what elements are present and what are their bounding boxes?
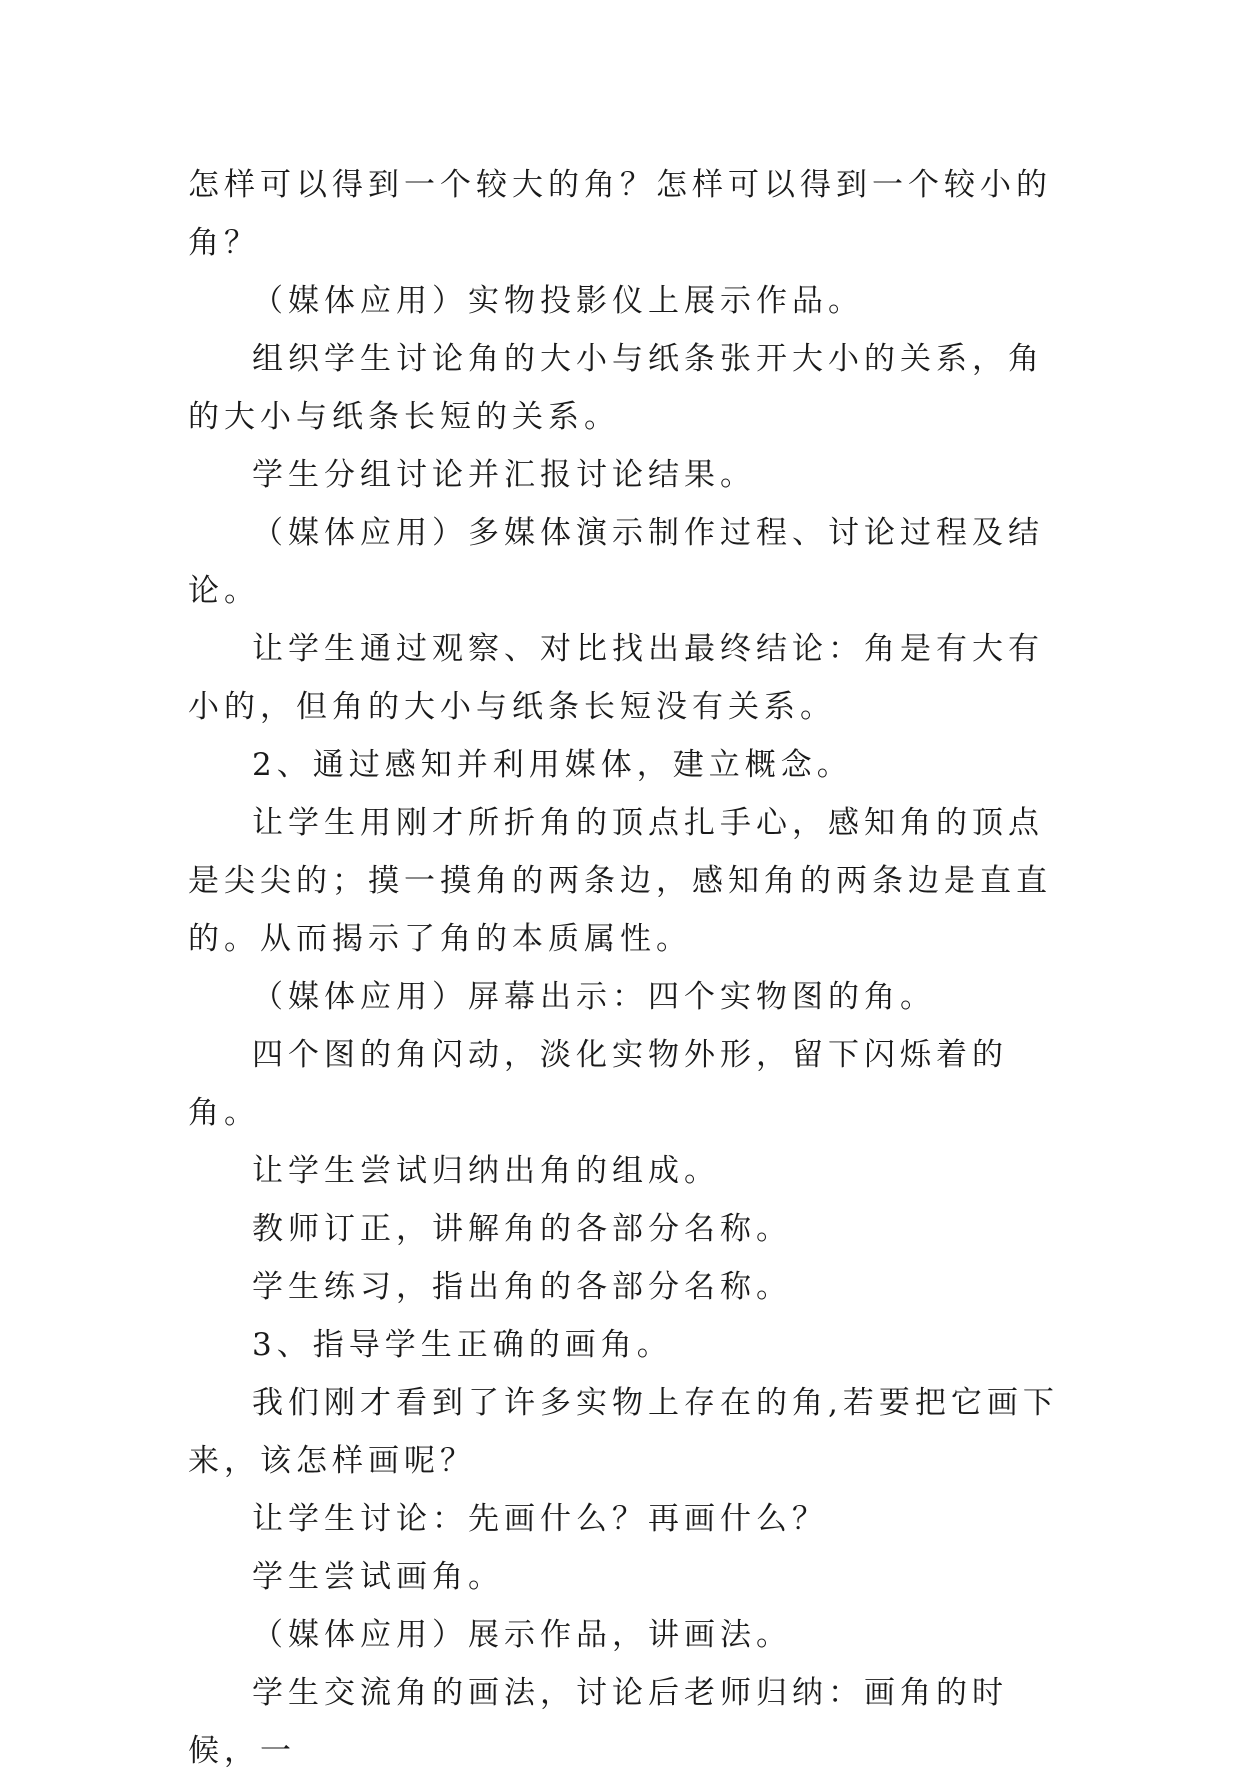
paragraph: 组织学生讨论角的大小与纸条张开大小的关系，角的大小与纸条长短的关系。 — [188, 341, 1044, 435]
paragraph: 学生练习，指出角的各部分名称。 — [252, 1269, 792, 1305]
paragraph: 怎样可以得到一个较大的角？怎样可以得到一个较小的角？ — [188, 167, 1052, 261]
paragraph: 教师订正，讲解角的各部分名称。 — [252, 1211, 792, 1247]
paragraph: 学生分组讨论并汇报讨论结果。 — [252, 457, 756, 493]
paragraph: 四个图的角闪动，淡化实物外形，留下闪烁着的角。 — [188, 1037, 1008, 1131]
paragraph: 让学生尝试归纳出角的组成。 — [252, 1153, 720, 1189]
paragraph: 让学生讨论：先画什么？再画什么？ — [252, 1501, 828, 1537]
document-body — [188, 156, 1068, 1780]
paragraph: 学生交流角的画法，讨论后老师归纳：画角的时候，一 — [188, 1675, 1008, 1769]
section-heading: 2、通过感知并利用媒体，建立概念。 — [252, 747, 853, 783]
paragraph: 让学生通过观察、对比找出最终结论：角是有大有小的，但角的大小与纸条长短没有关系。 — [188, 631, 1044, 725]
paragraph: （媒体应用）多媒体演示制作过程、讨论过程及结论。 — [188, 515, 1044, 609]
paragraph: （媒体应用）屏幕出示：四个实物图的角。 — [252, 979, 936, 1015]
paragraph: （媒体应用）实物投影仪上展示作品。 — [252, 283, 864, 319]
paragraph: 我们刚才看到了许多实物上存在的角,若要把它画下来，该怎样画呢？ — [188, 1385, 1059, 1479]
paragraph: 让学生用刚才所折角的顶点扎手心，感知角的顶点是尖尖的；摸一摸角的两条边，感知角的两条边是直直的。从而揭示了角的本质属性。 — [188, 805, 1052, 957]
section-heading: 3、指导学生正确的画角。 — [252, 1327, 673, 1363]
paragraph: 学生尝试画角。 — [252, 1559, 504, 1595]
paragraph: （媒体应用）展示作品，讲画法。 — [252, 1617, 792, 1653]
